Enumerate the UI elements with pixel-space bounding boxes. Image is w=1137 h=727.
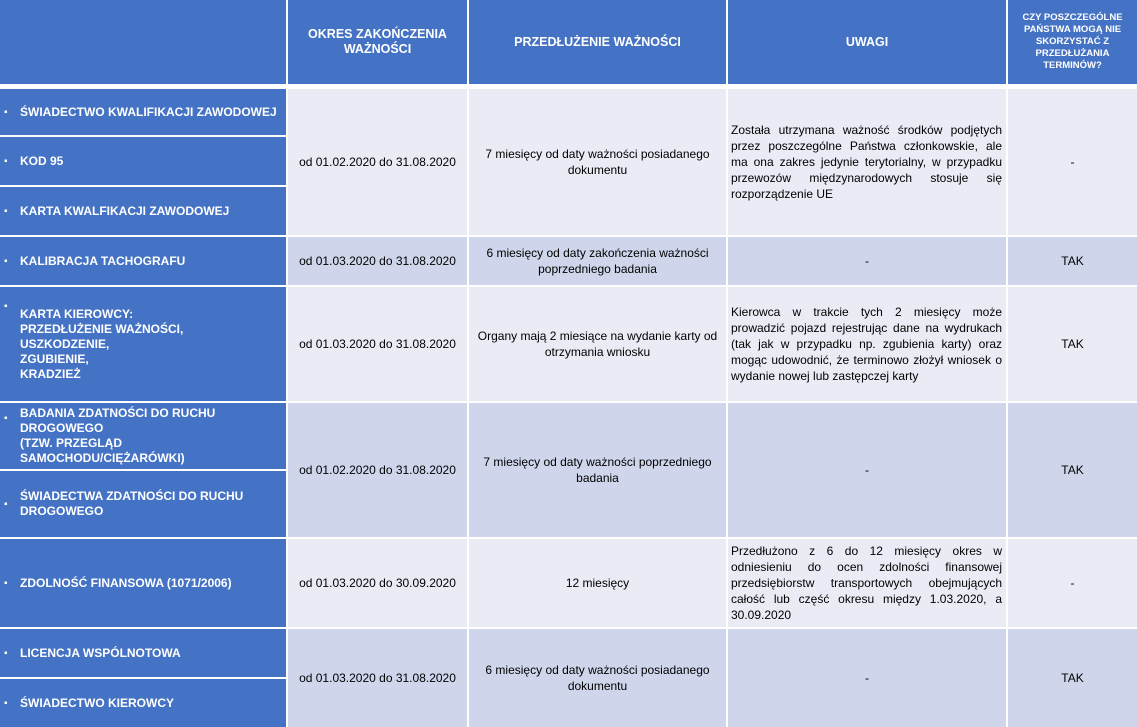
row6-states: TAK (1008, 629, 1137, 727)
row2-period: od 01.03.2020 do 31.08.2020 (288, 237, 467, 285)
label-swiadectwa-zdatnosci: ▪ ŚWIADECTWA ZDATNOŚCI DO RUCHU DROGOWEGO (0, 471, 286, 537)
header-empty (0, 0, 286, 84)
label-licencja-wspolnotowa: ▪ LICENCJA WSPÓLNOTOWA (0, 629, 286, 677)
label-zdolnosc-finansowa: ▪ ZDOLNOŚĆ FINANSOWA (1071/2006) (0, 539, 286, 627)
label-badania-zdatnosci: ▪ BADANIA ZDATNOŚCI DO RUCHU DROGOWEGO (TZW. PRZEGLĄD SAMOCHODU/CIĘŻARÓWKI) (0, 403, 286, 469)
row4-remarks: - (728, 403, 1006, 537)
header-period: OKRES ZAKOŃCZENIA WAŻNOŚCI (288, 0, 467, 84)
label-swiadectwo-kierowcy: ▪ ŚWIADECTWO KIEROWCY (0, 679, 286, 727)
row2-extension: 6 miesięcy od daty zakończenia ważności poprzedniego badania (469, 237, 726, 285)
row4-period: od 01.02.2020 do 31.08.2020 (288, 403, 467, 537)
label-karta-kierowcy: ▪ KARTA KIEROWCY: PRZEDŁUŻENIE WAŻNOŚCI, USZKODZENIE, ZGUBIENIE, KRADZIEŻ (0, 287, 286, 401)
row2-states: TAK (1008, 237, 1137, 285)
row1-remarks: Została utrzymana ważność środków podjętych przez poszczególne Państwa członkowskie, ale ma ona zakres jedynie terytorialny, w przypadku przewozów międzynarodowych stosuje się rozporządzenie UE (728, 89, 1006, 235)
label-swiadectwo-kwalifikacji: ▪ ŚWIADECTWO KWALIFIKACJI ZAWODOWEJ (0, 89, 286, 135)
row6-extension: 6 miesięcy od daty ważności posiadanego dokumentu (469, 629, 726, 727)
row1-extension: 7 miesięcy od daty ważności posiadanego dokumentu (469, 89, 726, 235)
label-karta-kwalifikacji: ▪ KARTA KWALFIKACJI ZAWODOWEJ (0, 187, 286, 235)
label-kalibracja-tachografu: ▪ KALIBRACJA TACHOGRAFU (0, 237, 286, 285)
row5-extension: 12 miesięcy (469, 539, 726, 627)
row1-period: od 01.02.2020 do 31.08.2020 (288, 89, 467, 235)
row3-period: od 01.03.2020 do 31.08.2020 (288, 287, 467, 401)
row3-states: TAK (1008, 287, 1137, 401)
row6-remarks: - (728, 629, 1006, 727)
row2-remarks: - (728, 237, 1006, 285)
row4-states: TAK (1008, 403, 1137, 537)
row3-extension: Organy mają 2 miesiące na wydanie karty od otrzymania wniosku (469, 287, 726, 401)
row4-extension: 7 miesięcy od daty ważności poprzedniego badania (469, 403, 726, 537)
label-kod-95: ▪ KOD 95 (0, 137, 286, 185)
row6-period: od 01.03.2020 do 31.08.2020 (288, 629, 467, 727)
header-remarks: UWAGI (728, 0, 1006, 84)
row5-remarks: Przedłużono z 6 do 12 miesięcy okres w odniesieniu do ocen zdolności finansowej przedsiębiorstw transportowych obejmujących całość lub część okresu między 1.03.2020, a 30.09.2020 (728, 539, 1006, 627)
row5-period: od 01.03.2020 do 30.09.2020 (288, 539, 467, 627)
row5-states: - (1008, 539, 1137, 627)
header-extension: PRZEDŁUŻENIE WAŻNOŚCI (469, 0, 726, 84)
row1-states: - (1008, 89, 1137, 235)
header-states: CZY POSZCZEGÓLNE PAŃSTWA MOGĄ NIE SKORZYSTAĆ Z PRZEDŁUŻANIA TERMINÓW? (1008, 0, 1137, 84)
row3-remarks: Kierowca w trakcie tych 2 miesięcy może prowadzić pojazd rejestrując dane na wydrukach (tak jak w przypadku np. zgubienia karty) oraz mogąc udowodnić, że terminowo złożył wniosek o wydanie nowej lub zastępczej karty (728, 287, 1006, 401)
